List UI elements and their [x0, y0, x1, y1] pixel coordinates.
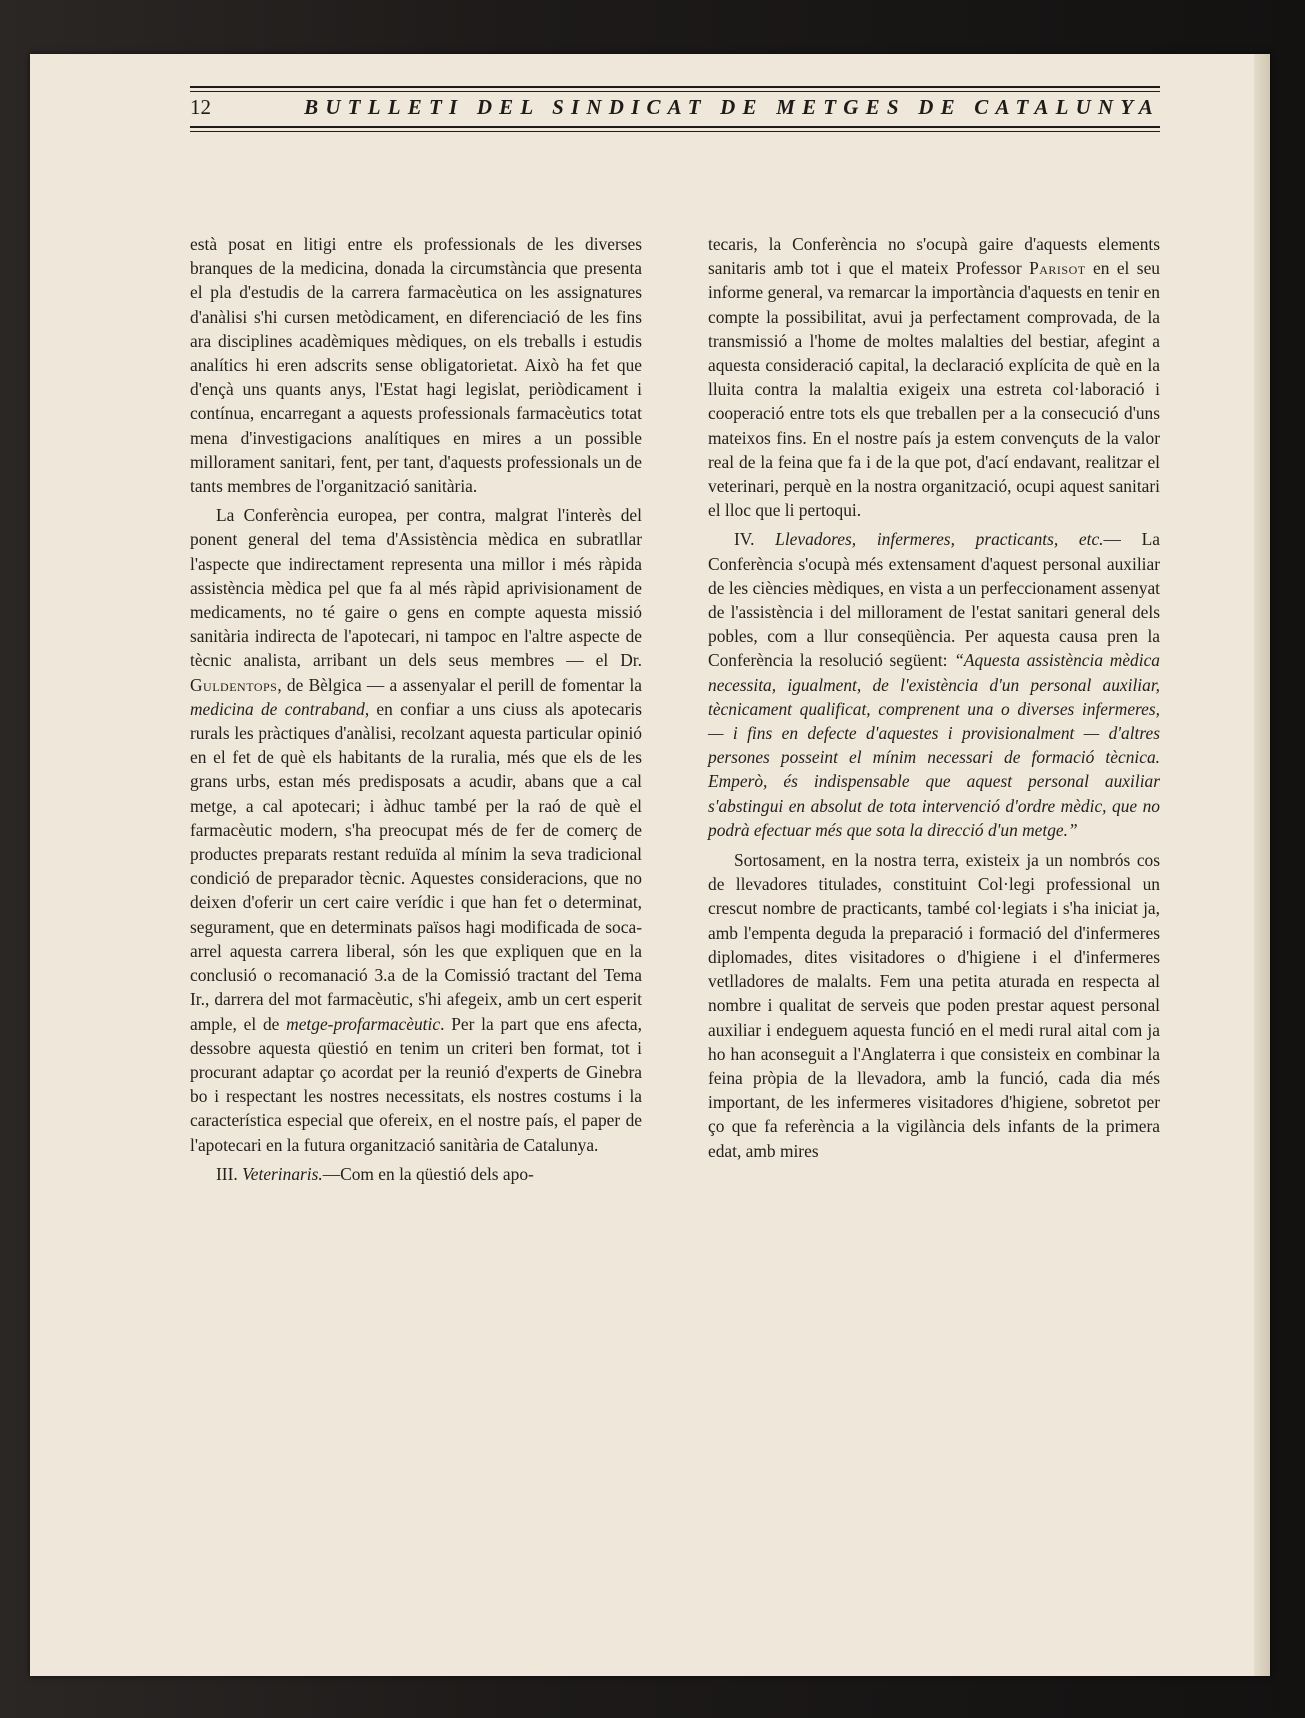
paragraph	[190, 503, 642, 1156]
person-name: Parisot	[1029, 258, 1086, 279]
text-run: , de Bèlgica — a assenyalar el perill de fomentar la	[277, 674, 642, 695]
section-heading: Llevadores, infermeres, practicants, etc.	[775, 529, 1104, 550]
text-run: tecaris, la Conferència no s'ocupà gaire d'aquests elements sanitaris amb tot i que el mateix Professor	[708, 234, 1160, 279]
person-name: Guldentops	[190, 674, 278, 695]
left-column	[190, 232, 642, 1186]
paragraph	[190, 1162, 642, 1186]
section-heading: Veterinaris.	[242, 1163, 323, 1184]
running-header	[190, 86, 1160, 132]
section-number: III.	[216, 1163, 243, 1184]
paragraph: Sortosament, en la nostra terra, existeix ja un nombrós cos de llevadores titulades, constituint Col·legi professional un crescut nombre de practicants, també col·legiats i s'ha iniciat ja, amb l'empenta deguda la preparació i formació del d'infermeres diplomades, dites visitadores o d'higiene i el d'infermeres vetlladores de malalts. Fem una petita aturada en respecta al nombre i qualitat de serveis que poden prestar aquest personal auxiliar i endeguem aquesta funció en el medi rural aital com ja ho han aconseguit a l'Anglaterra i que consisteix en combinar la feina pròpia de la llevadora, amb la funció, cada dia més important, de les infermeres visitadores d'higiene, sobretot per ço que fa referència a la vigilància dels infants de la primera edat, amb mires	[708, 850, 1160, 1161]
body-columns	[190, 232, 1160, 1186]
paragraph	[708, 232, 1160, 522]
text-run: — La Conferència s'ocupà més extensament d'aquest personal auxiliar de les ciències mèdiques, en vista a un perfeccionament assenyat de l'assistència i del millorament de l'estat sanitari general dels pobles, com a llur conseqüència. Per aquesta causa pren la Conferència la resolució següent:	[708, 529, 1160, 671]
text-run: , en confiar a uns ciuss als apotecaris rurals les pràctiques d'anàlisi, recolzant aquesta particular opinió en el fet de què els habitants de la ruralia, més que els de les grans urbs, estan més predisposats a acudir, abans que a cal metge, a cal apotecari; i àdhuc també per la raó de què el farmacèutic modern, s'ha preocupat més de fer de comerç de productes preparats restant reduïda al mínim la seva tradicional condició de preparador tècnic. Aquestes consideracions, que no deixen d'oferir un cert caire verídic i que han fet o determinat, segurament, que en determinats països hagi modificada de soca-arrel aquesta carrera liberal, són les que expliquen que en la conclusió o recomanació 3.a de la Comissió tractant del Tema Ir., darrera del mot farmacèutic, s'hi afegeix, amb un cert esperit ample, el de	[190, 698, 643, 1034]
header-row	[190, 92, 1160, 122]
quotation: “Aquesta assistència mèdica necessita, igualment, de l'existència d'un personal auxiliar, tècnicament qualificat, comprenent una o diverses infermeres, — i fins en defecte d'aquestes i provisionalment — d'altres persones posseint el mínim necessari de formació tècnica. Emperò, és indispensable que aquest personal auxiliar s'abstingui en absolut de tota intervenció d'ordre mèdic, que no podrà efectuar més que sota la direcció d'un metge.”	[708, 650, 1160, 840]
header-bottom-rule	[190, 126, 1160, 132]
emphasis: metge-profarmacèutic	[286, 1013, 441, 1034]
emphasis: medicina de contraband	[190, 698, 365, 719]
right-column	[708, 232, 1160, 1186]
paragraph	[708, 527, 1160, 842]
text-run: . Per la part que ens afecta, dessobre aquesta qüestió en tenim un criteri ben format, tot i procurant adaptar ço acordat per la reunió d'experts de Ginebra bo i respectant les nostres necessitats, els nostres costums i la característica especial que ofereix, en el nostre país, el paper de l'apotecari en la futura organització sanitària de Catalunya.	[190, 1013, 642, 1155]
text-run: en el seu informe general, va remarcar la importància d'aquests en tenir en compte la possibilitat, avui ja perfectament comprovada, de la transmissió a l'home de moltes malalties del bestiar, afegint a aquesta consideració capital, la declaració explícita de què en la lluita contra la malaltia exigeix una estreta col·laboració i cooperació entre tots els que treballen per a la consecució d'uns mateixos fins. En el nostre país ja estem convençuts de la valor real de la feina que fa i de la que pot, d'ací endavant, realitzar el veterinari, perquè en la nostra organització, ocupi aquest sanitari el lloc que li pertoqui.	[708, 258, 1160, 521]
paragraph: està posat en litigi entre els professionals de les diverses branques de la medicina, donada la circumstància que presenta el pla d'estudis de la carrera farmacèutica on les assignatures d'anàlisi s'hi cursen metòdicament, en diferenciació de les fins ara disciplines acadèmiques mèdiques, on els treballs i estudis analítics hi eren adscrits sense obligatorietat. Això ha fet que d'ençà uns quants anys, l'Estat hagi legislat, periòdicament i contínua, encarregant a aquests professionals farmacèutics totat mena d'investigacions analítiques en mires a un possible millorament sanitari, fent, per tant, d'aquests professionals un de tants membres de l'organització sanitària.	[190, 234, 642, 497]
section-number: IV.	[734, 529, 776, 550]
page-number: 12	[190, 95, 211, 119]
text-run: —Com en la qüestió dels apo-	[322, 1163, 534, 1184]
running-title: BUTLLETI DEL SINDICAT DE METGES DE CATALUNYA	[304, 95, 1160, 119]
page-edge	[1254, 54, 1270, 1676]
text-run: La Conferència europea, per contra, malgrat l'interès del ponent general del tema d'Assistència mèdica en subratllar l'aspecte que indirectament representa una millor i més ràpida assistència mèdica pel que fa al més ràpid aprivisionament de medicaments, no té gaire o gens en compte aquesta missió sanitària indirecta de l'apotecari, ni tampoc en l'altre aspecte de tècnic analista, arribant un dels seus membres — el Dr.	[190, 505, 642, 671]
